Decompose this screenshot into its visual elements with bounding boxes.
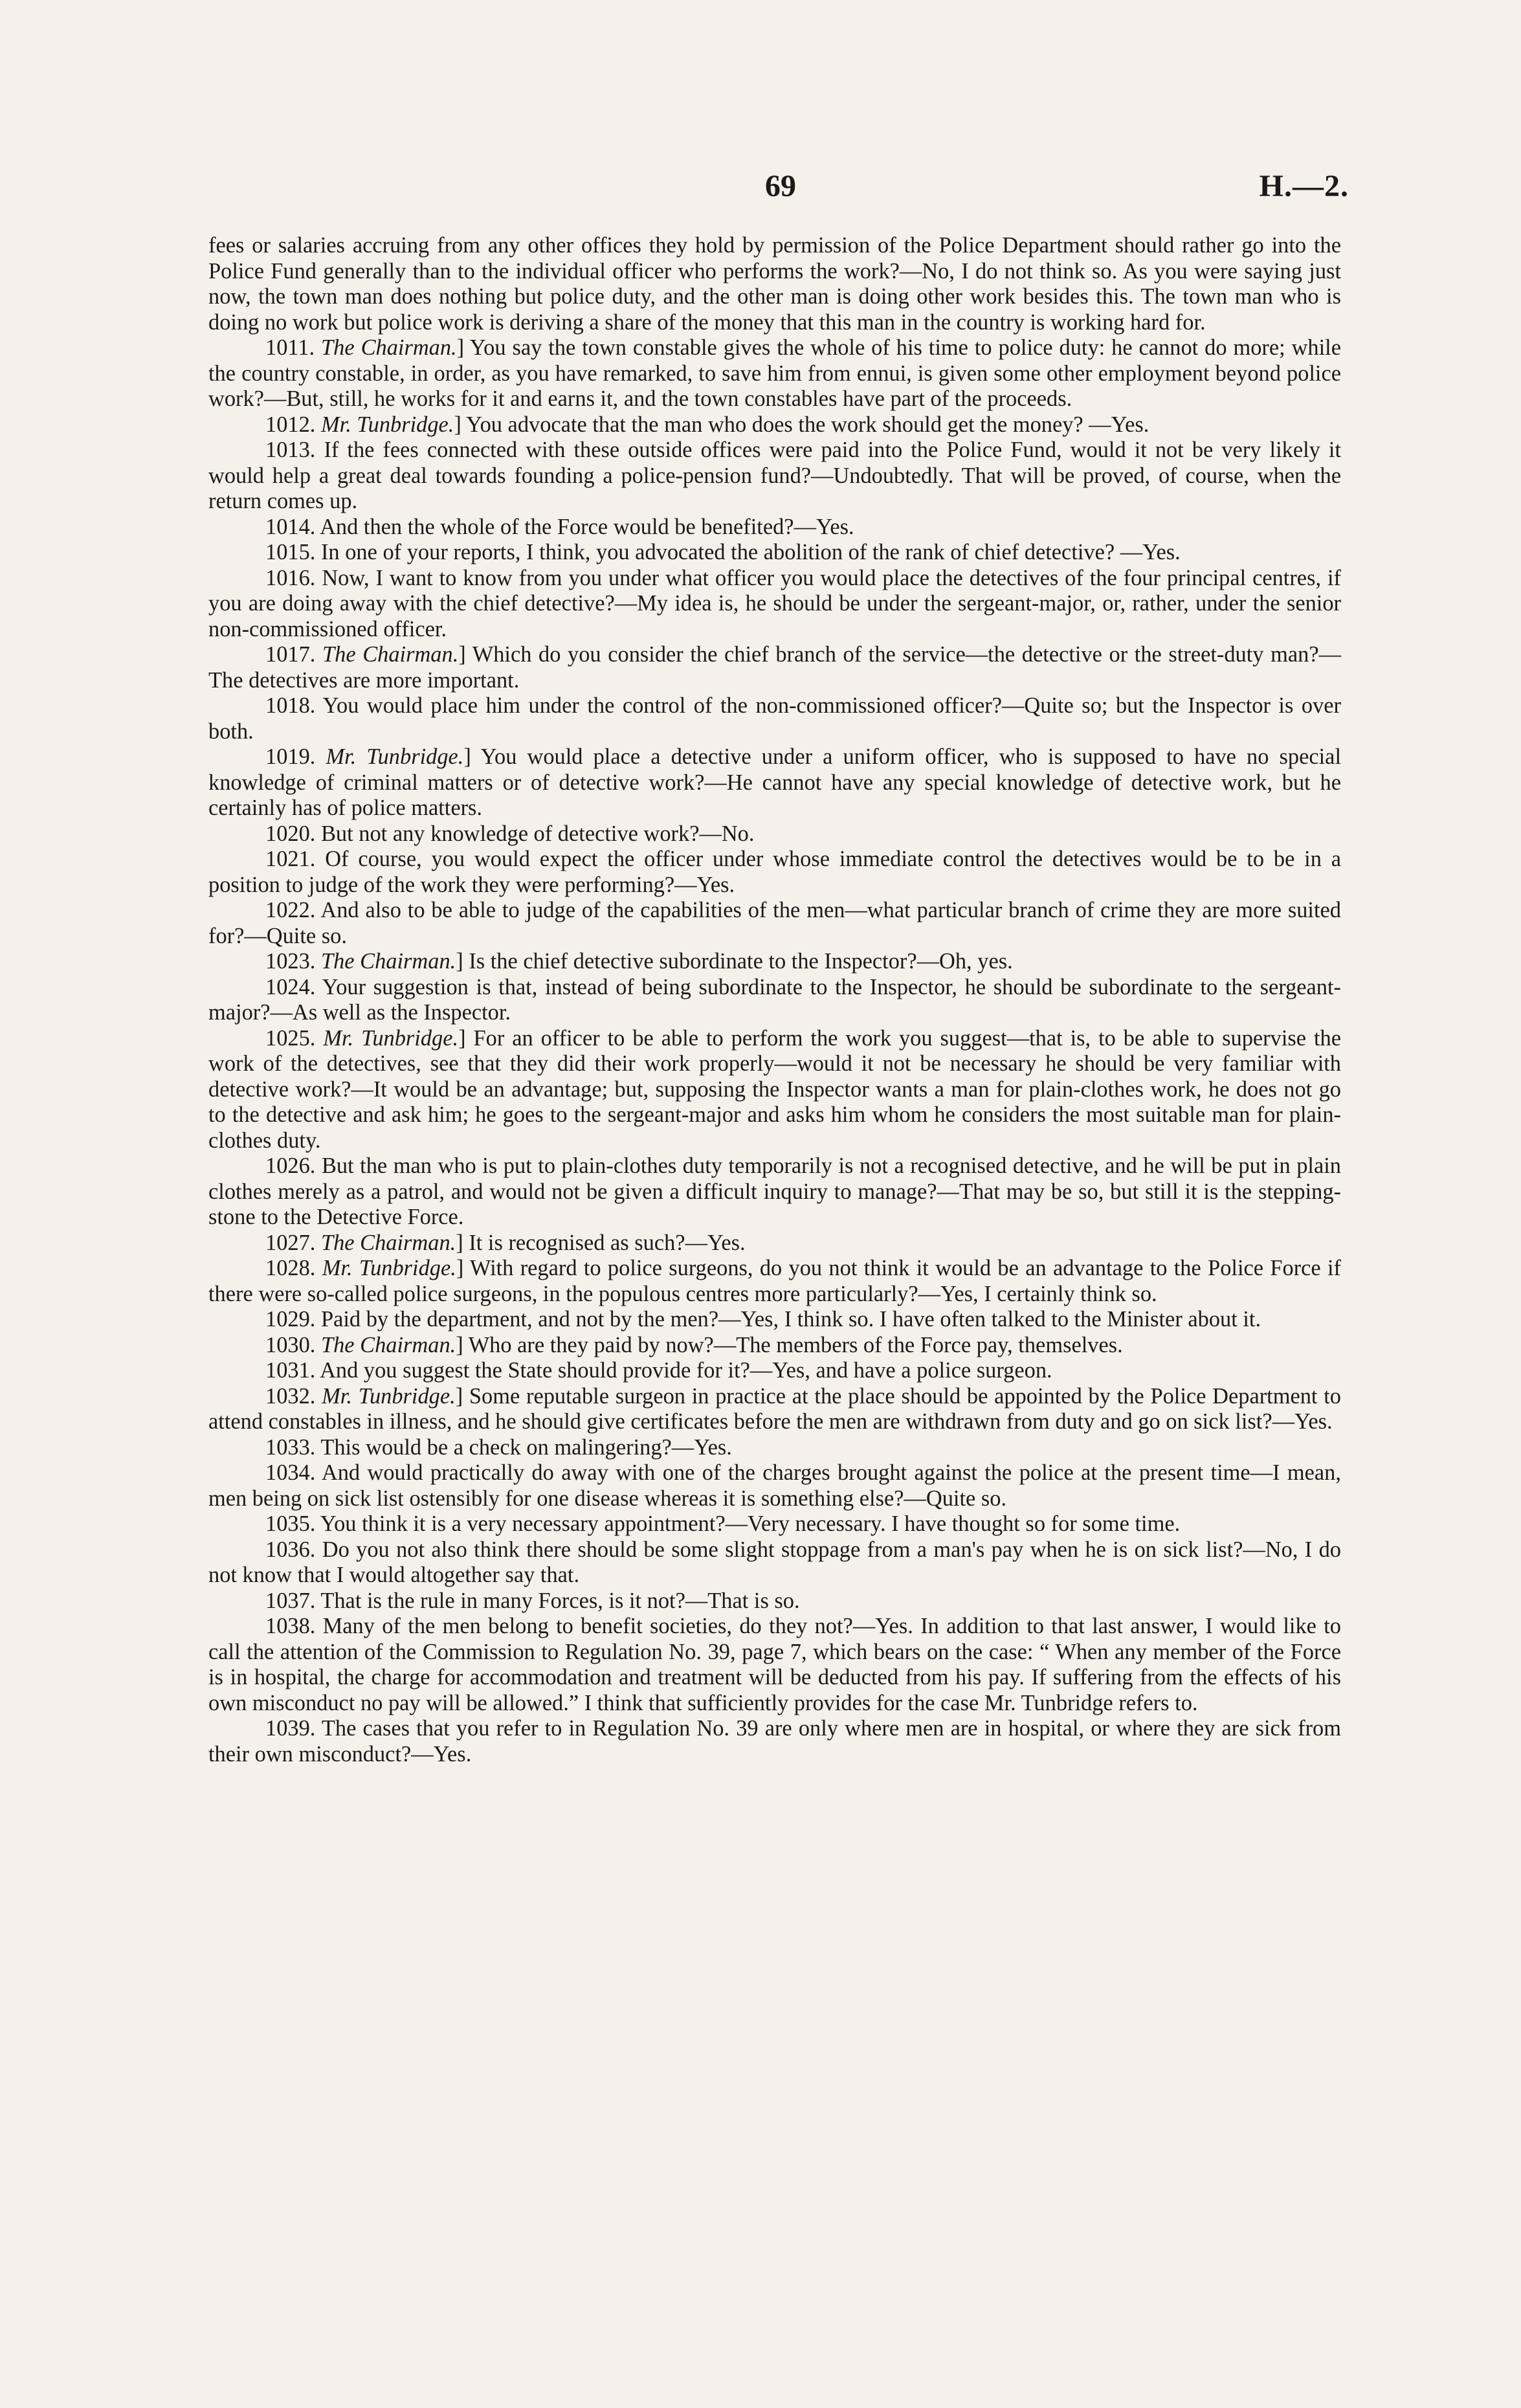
testimony-paragraph — [208, 744, 1341, 821]
testimony-paragraph — [208, 515, 1341, 541]
question-number: 1028. — [265, 1256, 322, 1280]
speaker-name: Mr. Tunbridge. — [320, 412, 454, 437]
paragraph-text: And then the whole of the Force would be benefited?—Yes. — [320, 514, 854, 539]
question-number: 1018. — [265, 693, 323, 718]
testimony-paragraph — [208, 540, 1341, 566]
paragraph-text: ] It is recognised as such?—Yes. — [456, 1230, 746, 1255]
question-number: 1011. — [265, 335, 322, 360]
testimony-paragraph — [208, 1511, 1341, 1537]
testimony-paragraph — [208, 847, 1341, 898]
question-number: 1029. — [265, 1307, 321, 1332]
paragraph-text: You think it is a very necessary appointment?—Very necessary. I have thought so for some time. — [320, 1511, 1181, 1536]
paragraph-text: Many of the men belong to benefit societies, do they not?—Yes. In addition to that last answer, I would like to call the attention of the Commission to Regulation No. 39, page 7, which bears on the case: “ When any member of the Force is in hospital, the charge for accommodation and treatment will be deducted from his pay. If suffering from the effects of his own misconduct no pay will be allowed.” I think that sufficiently provides for the case Mr. Tunbridge refers to. — [208, 1614, 1341, 1715]
paragraph-text: You would place him under the control of the non-commissioned officer?—Quite so; but the Inspector is over both. — [208, 693, 1341, 744]
question-number: 1020. — [265, 821, 321, 846]
testimony-paragraph — [208, 1537, 1341, 1589]
question-number: 1038. — [265, 1614, 323, 1638]
testimony-paragraph — [208, 412, 1341, 438]
paragraph-text: And you suggest the State should provide for it?—Yes, and have a police surgeon. — [320, 1358, 1052, 1383]
testimony-paragraph — [208, 949, 1341, 975]
question-number: 1027. — [265, 1230, 321, 1255]
question-number: 1025. — [265, 1025, 324, 1051]
testimony-paragraph — [208, 1384, 1341, 1435]
question-number: 1013. — [265, 438, 324, 462]
paragraph-text: But the man who is put to plain-clothes duty temporarily is not a recognised detective, and he will be put in plain clothes merely as a patrol, and would not be given a difficult inquiry to manage?—That may be so, but still it is the stepping-stone to the Detective Force. — [208, 1154, 1341, 1229]
paragraph-text: Your suggestion is that, instead of being subordinate to the Inspector, he should be subordinate to the sergeant-major?—As well as the Inspector. — [208, 974, 1342, 1025]
question-number: 1023. — [265, 949, 321, 974]
question-number: 1021. — [265, 847, 326, 871]
question-number: 1019. — [265, 744, 326, 769]
speaker-name: Mr. Tunbridge. — [326, 744, 464, 769]
testimony-paragraph — [208, 975, 1341, 1026]
speaker-name: The Chairman. — [321, 335, 457, 360]
testimony-paragraph — [208, 1614, 1341, 1716]
paragraph-text: ] Some reputable surgeon in practice at the place should be appointed by the Police Department to attend constables in illness, and he should give certificates before the men are withdrawn from duty and go on sick list?—Yes. — [208, 1383, 1341, 1434]
testimony-paragraph — [208, 1589, 1341, 1614]
testimony-paragraph — [208, 1460, 1341, 1511]
speaker-name: The Chairman. — [322, 642, 459, 667]
paragraph-text: Now, I want to know from you under what officer you would place the detectives of the four principal centres, if you are doing away with the chief detective?—My idea is, he should be under the sergeant-major, or, rather, under the senior non-commissioned officer. — [208, 565, 1341, 641]
question-number: 1035. — [265, 1511, 320, 1536]
testimony-paragraph — [208, 566, 1341, 643]
testimony-paragraph — [208, 335, 1341, 412]
testimony-paragraph — [208, 1716, 1341, 1767]
paragraph-text: If the fees connected with these outside offices were paid into the Police Fund, would it not be very likely it would help a great deal towards founding a police-pension fund?—Undoubtedly. That will be proved, of course, when the return comes up. — [208, 438, 1341, 513]
question-number: 1034. — [265, 1460, 322, 1485]
testimony-paragraph — [208, 233, 1341, 335]
testimony-paragraph — [208, 1307, 1341, 1333]
paragraph-text: In one of your reports, I think, you advocated the abolition of the rank of chief detective? —Yes. — [320, 540, 1181, 564]
testimony-paragraph — [208, 1333, 1341, 1359]
testimony-paragraph — [208, 1435, 1341, 1461]
paragraph-text: ] With regard to police surgeons, do you not think it would be an advantage to the Police Force if there were so-called police surgeons, in the populous centres more particularly?—Yes, I certainly think so. — [208, 1256, 1341, 1306]
paragraph-text: That is the rule in many Forces, is it not?—That is so. — [320, 1588, 800, 1613]
question-number: 1037. — [265, 1588, 321, 1613]
paragraph-text: ] Is the chief detective subordinate to the Inspector?—Oh, yes. — [456, 949, 1013, 974]
question-number: 1031. — [265, 1358, 320, 1383]
testimony-paragraph — [208, 821, 1341, 847]
question-number: 1016. — [265, 565, 322, 590]
testimony-paragraph — [208, 693, 1341, 744]
document-code: H.—2. — [1259, 169, 1349, 203]
question-number: 1039. — [265, 1716, 322, 1741]
question-number: 1030. — [265, 1332, 321, 1357]
testimony-paragraph — [208, 1256, 1341, 1307]
speaker-name: The Chairman. — [320, 949, 456, 974]
question-number: 1036. — [265, 1537, 322, 1562]
testimony-paragraph — [208, 642, 1341, 693]
paragraph-text: ] You advocate that the man who does the work should get the money? —Yes. — [454, 412, 1149, 437]
question-number: 1033. — [265, 1434, 321, 1460]
paragraph-text: Paid by the department, and not by the men?—Yes, I think so. I have often talked to the Minister about it. — [320, 1307, 1261, 1332]
paragraph-text: ] You say the town constable gives the whole of his time to police duty: he cannot do more; while the country constable, in order, as you have remarked, to save him from ennui, is given some other employment beyond police work?—But, still, he works for it and earns it, and the town constables have part of the proceeds. — [208, 335, 1342, 411]
paragraph-text: This would be a check on malingering?—Yes. — [320, 1434, 732, 1460]
testimony-paragraph — [208, 1154, 1341, 1231]
testimony-paragraph — [208, 898, 1341, 949]
testimony-body — [208, 233, 1341, 1767]
page-header — [208, 168, 1349, 214]
paragraph-text: ] For an officer to be able to perform the work you suggest—that is, to be able to supervise the work of the detectives, see that they did their work properly—would it not be necessary he should be very familiar with detective work?—It would be an advantage; but, supposing the Inspector wants a man for plain-clothes work, he does not go to the detective and ask him; he goes to the sergeant-major and asks him whom he considers the most suitable man for plain-clothes duty. — [208, 1025, 1341, 1153]
testimony-paragraph — [208, 1358, 1341, 1384]
paragraph-text: fees or salaries accruing from any other offices they hold by permission of the Police Department should rather go into the Police Fund generally than to the individual officer who performs the work?—No, I do not think so. As you were saying just now, the town man does nothing but police duty, and the other man is doing other work besides this. The town man who is doing no work but police work is deriving a share of the money that this man in the country is working hard for. — [208, 233, 1341, 335]
speaker-name: Mr. Tunbridge. — [322, 1383, 456, 1409]
paragraph-text: But not any knowledge of detective work?—No. — [320, 821, 755, 846]
paragraph-text: The cases that you refer to in Regulation No. 39 are only where men are in hospital, or where they are sick from their own misconduct?—Yes. — [208, 1716, 1341, 1767]
paragraph-text: Do you not also think there should be some slight stoppage from a man's pay when he is on sick list?—No, I do not know that I would altogether say that. — [208, 1537, 1341, 1587]
paragraph-text: And would practically do away with one of the charges brought against the police at the present time—I mean, men being on sick list ostensibly for one disease whereas it is something else?—Quite so. — [208, 1460, 1341, 1511]
question-number: 1032. — [265, 1383, 322, 1409]
question-number: 1012. — [265, 412, 321, 437]
speaker-name: Mr. Tunbridge. — [323, 1025, 459, 1051]
question-number: 1026. — [265, 1154, 322, 1178]
testimony-paragraph — [208, 1026, 1341, 1154]
question-number: 1024. — [265, 974, 322, 999]
paragraph-text: ] Who are they paid by now?—The members of the Force pay, themselves. — [456, 1332, 1123, 1357]
testimony-paragraph — [208, 438, 1341, 515]
question-number: 1022. — [265, 898, 321, 922]
testimony-paragraph — [208, 1231, 1341, 1256]
paragraph-text: And also to be able to judge of the capabilities of the men—what particular branch of crime they are more suited for?—Quite so. — [208, 898, 1341, 948]
speaker-name: The Chairman. — [320, 1332, 456, 1357]
question-number: 1015. — [265, 540, 321, 564]
speaker-name: The Chairman. — [320, 1230, 456, 1255]
speaker-name: Mr. Tunbridge. — [322, 1256, 456, 1280]
page-number: 69 — [765, 169, 796, 203]
paragraph-text: ] Which do you consider the chief branch of the service—the detective or the street-duty man?—The detectives are more important. — [208, 642, 1341, 693]
question-number: 1014. — [265, 514, 320, 539]
paragraph-text: Of course, you would expect the officer under whose immediate control the detectives would be to be in a position to judge of the work they were performing?—Yes. — [208, 847, 1342, 897]
question-number: 1017. — [265, 642, 322, 667]
paragraph-text: ] You would place a detective under a uniform officer, who is supposed to have no special knowledge of criminal matters or of detective work?—He cannot have any special knowledge of detective work, but he certainly has of police matters. — [208, 744, 1341, 820]
